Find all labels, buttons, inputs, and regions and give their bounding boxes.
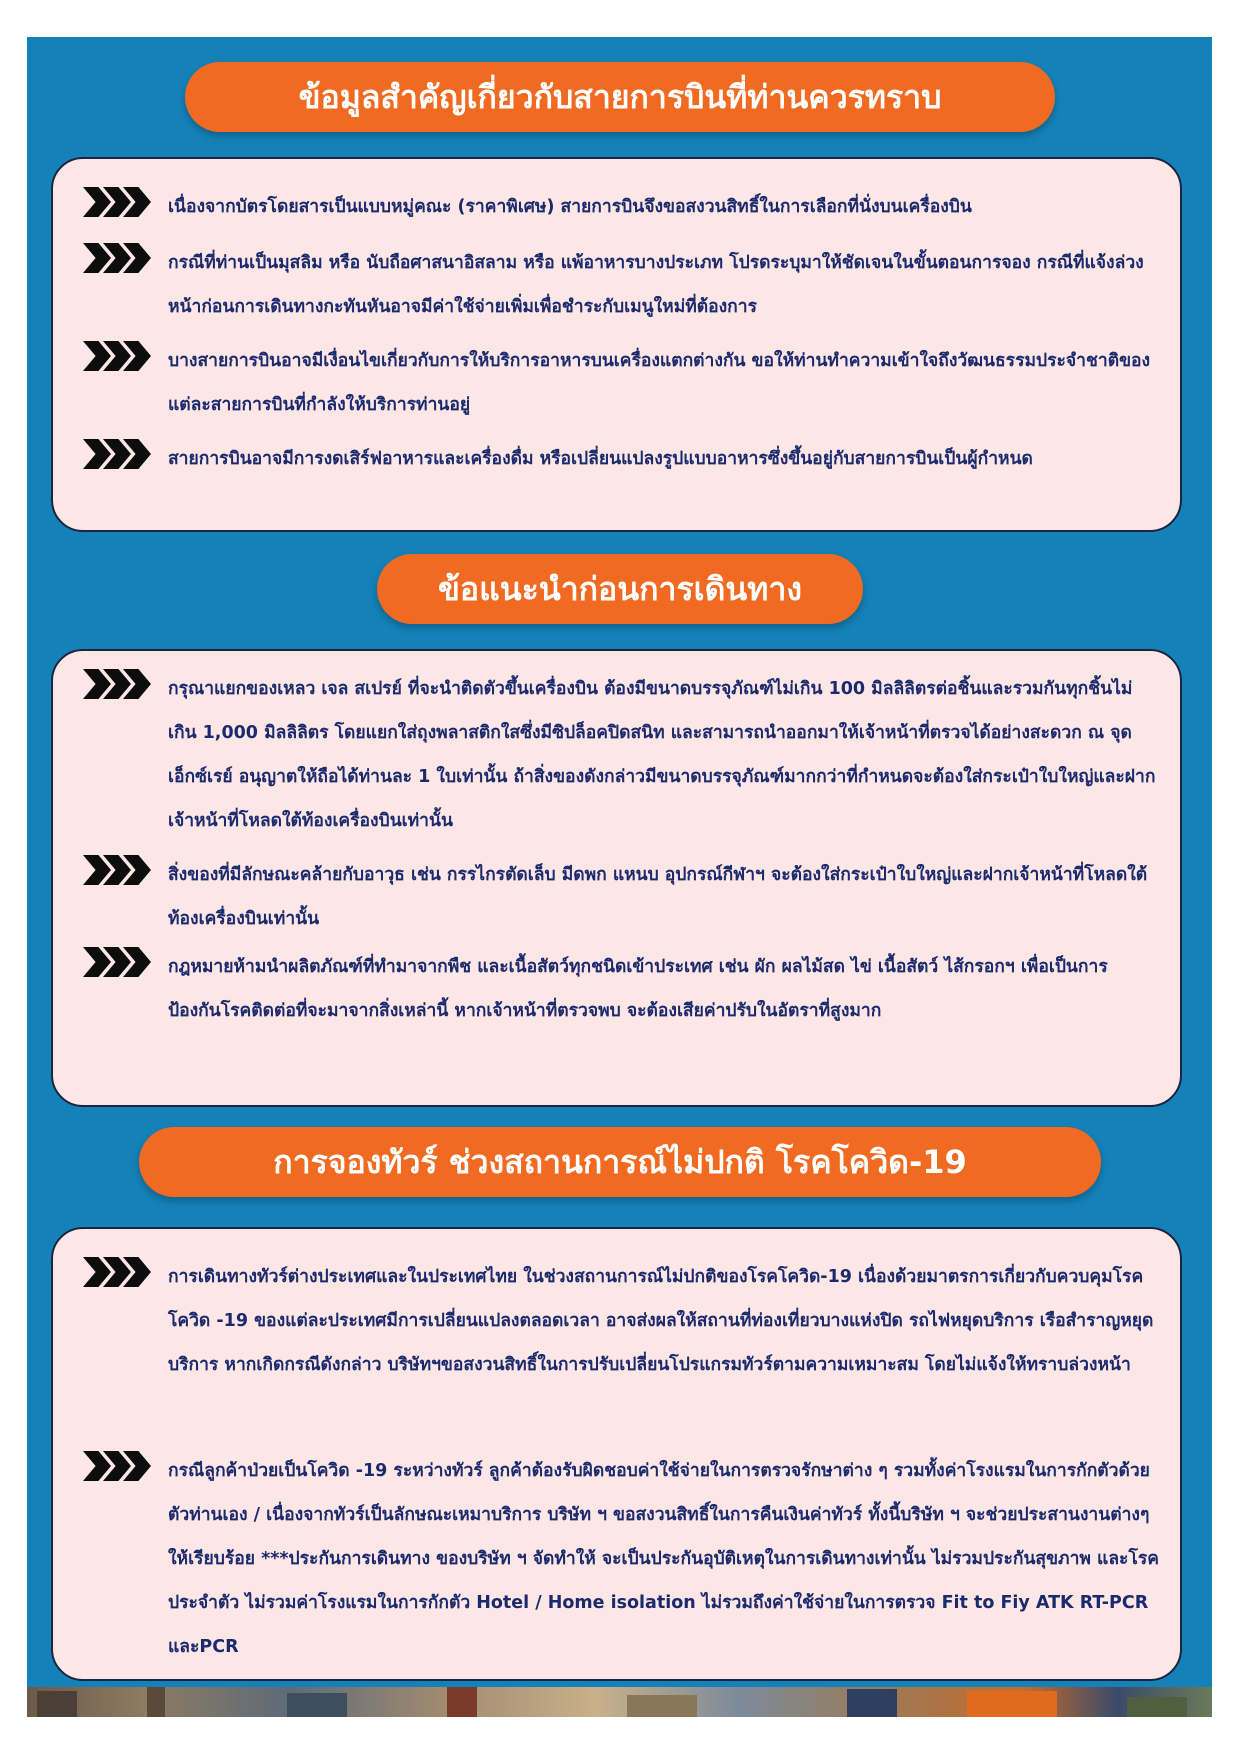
item-text: กรณีลูกค้าป่วยเป็นโควิด -19 ระหว่างทัวร์ ลูกค้าต้องรับผิดชอบค่าใช้จ่ายในการตรวจรักษาต่าง ๆ รวมทั้งค่าโรงแรมในการกักตัวด้วยตัวท่านเอง / เนื่องจากทัวร์เป็นลักษณะเหมาบริการ บริษัท ฯ ขอสงวนสิทธิ์ในการคืนเงินค่าทัวร์ ทั้งนี้บริษัท ฯ จะช่วยประสานงานต่างๆ ให้เรียบร้อย ***ประกันการเดินทาง ของบริษัท ฯ จัดทำให้ จะเป็นประกันอุบัติเหตุในการเดินทางเท่านั้น ไม่รวมประกันสุขภาพ และโรคประจำตัว ไม่รวมค่าโรงแรมในการกักตัว Hotel / Home isolation ไม่รวมถึงค่าใช้จ่ายในการตรวจ Fit to Fiy ATK RT-PCR และPCR — [168, 1461, 1159, 1657]
section-3-card — [51, 1227, 1182, 1681]
section-1-heading: ข้อมูลสำคัญเกี่ยวกับสายการบินที่ท่านควรทราบ — [185, 62, 1055, 132]
item-text: กฎหมายห้ามนำผลิตภัณฑ์ที่ทำมาจากพืช และเนื้อสัตว์ทุกชนิดเข้าประเทศ เช่น ผัก ผลไม้สด ไข่ เนื้อสัตว์ ไส้กรอกฯ เพื่อเป็นการป้องกันโรคติดต่อที่จะมาจากสิ่งเหล่านี้ หากเจ้าหน้าที่ตรวจพบ จะต้องเสียค่าปรับในอัตราที่สูงมาก — [168, 957, 1108, 1021]
triple-chevron-icon — [83, 947, 151, 977]
triple-chevron-icon — [83, 439, 151, 469]
section-3-heading: การจองทัวร์ ช่วงสถานการณ์ไม่ปกติ โรคโควิด-19 — [139, 1127, 1101, 1197]
item-text: การเดินทางทัวร์ต่างประเทศและในประเทศไทย ในช่วงสถานการณ์ไม่ปกติของโรคโควิด-19 เนื่องด้วยมาตรการเกี่ยวกับควบคุมโรคโควิด -19 ของแต่ละประเทศมีการเปลี่ยนแปลงตลอดเวลา อาจส่งผลให้สถานที่ท่องเที่ยวบางแห่งปิด รถไฟหยุดบริการ เรือสำราญหยุดบริการ หากเกิดกรณีดังกล่าว บริษัทฯขอสงวนสิทธิ์ในการปรับเปลี่ยนโปรแกรมทัวร์ตามความเหมาะสม โดยไม่แจ้งให้ทราบล่วงหน้า — [168, 1267, 1154, 1375]
item-text: กรณีที่ท่านเป็นมุสลิม หรือ นับถือศาสนาอิสลาม หรือ แพ้อาหารบางประเภท โปรดระบุมาให้ชัดเจนในขั้นตอนการจอง กรณีที่แจ้งล่วงหน้าก่อนการเดินทางกะทันหันอาจมีค่าใช้จ่ายเพิ่มเพื่อชำระกับเมนูใหม่ที่ต้องการ — [168, 253, 1144, 317]
section-1-card — [51, 157, 1182, 532]
landmarks-strip-image — [27, 1687, 1212, 1717]
triple-chevron-icon — [83, 855, 151, 885]
section-2-card — [51, 649, 1182, 1107]
triple-chevron-icon — [83, 669, 151, 699]
triple-chevron-icon — [83, 1257, 151, 1287]
poster-background — [27, 37, 1212, 1717]
triple-chevron-icon — [83, 341, 151, 371]
item-text: บางสายการบินอาจมีเงื่อนไขเกี่ยวกับการให้บริการอาหารบนเครื่องแตกต่างกัน ขอให้ท่านทำความเข้าใจถึงวัฒนธรรมประจำชาติของแต่ละสายการบินที่กำลังให้บริการท่านอยู่ — [168, 351, 1151, 415]
triple-chevron-icon — [83, 187, 151, 217]
triple-chevron-icon — [83, 1451, 151, 1481]
item-text: เนื่องจากบัตรโดยสารเป็นแบบหมู่คณะ (ราคาพิเศษ) สายการบินจึงขอสงวนสิทธิ์ในการเลือกที่นั่งบนเครื่องบิน — [168, 197, 972, 217]
item-text: กรุณาแยกของเหลว เจล สเปรย์ ที่จะนำติดตัวขึ้นเครื่องบิน ต้องมีขนาดบรรจุภัณฑ์ไม่เกิน 100 มิลลิลิตรต่อชิ้นและรวมกันทุกชิ้นไม่เกิน 1,000 มิลลิลิตร โดยแยกใส่ถุงพลาสติกใสซึ่งมีซิปล็อคปิดสนิท และสามารถนำออกมาให้เจ้าหน้าที่ตรวจได้อย่างสะดวก ณ จุดเอ็กซ์เรย์ อนุญาตให้ถือได้ท่านละ 1 ใบเท่านั้น ถ้าสิ่งของดังกล่าวมีขนาดบรรจุภัณฑ์มากกว่าที่กำหนดจะต้องใส่กระเป๋าใบใหญ่และฝากเจ้าหน้าที่โหลดใต้ท้องเครื่องบินเท่านั้น — [168, 679, 1156, 831]
item-text: สิ่งของที่มีลักษณะคล้ายกับอาวุธ เช่น กรรไกรตัดเล็บ มีดพก แหนบ อุปกรณ์กีฬาฯ จะต้องใส่กระเป๋าใบใหญ่และฝากเจ้าหน้าที่โหลดใต้ท้องเครื่องบินเท่านั้น — [168, 865, 1148, 929]
item-text: สายการบินอาจมีการงดเสิร์ฟอาหารและเครื่องดื่ม หรือเปลี่ยนแปลงรูปแบบอาหารซึ่งขึ้นอยู่กับสายการบินเป็นผู้กำหนด — [168, 449, 1033, 469]
section-2-heading: ข้อแนะนำก่อนการเดินทาง — [377, 554, 863, 624]
triple-chevron-icon — [83, 243, 151, 273]
